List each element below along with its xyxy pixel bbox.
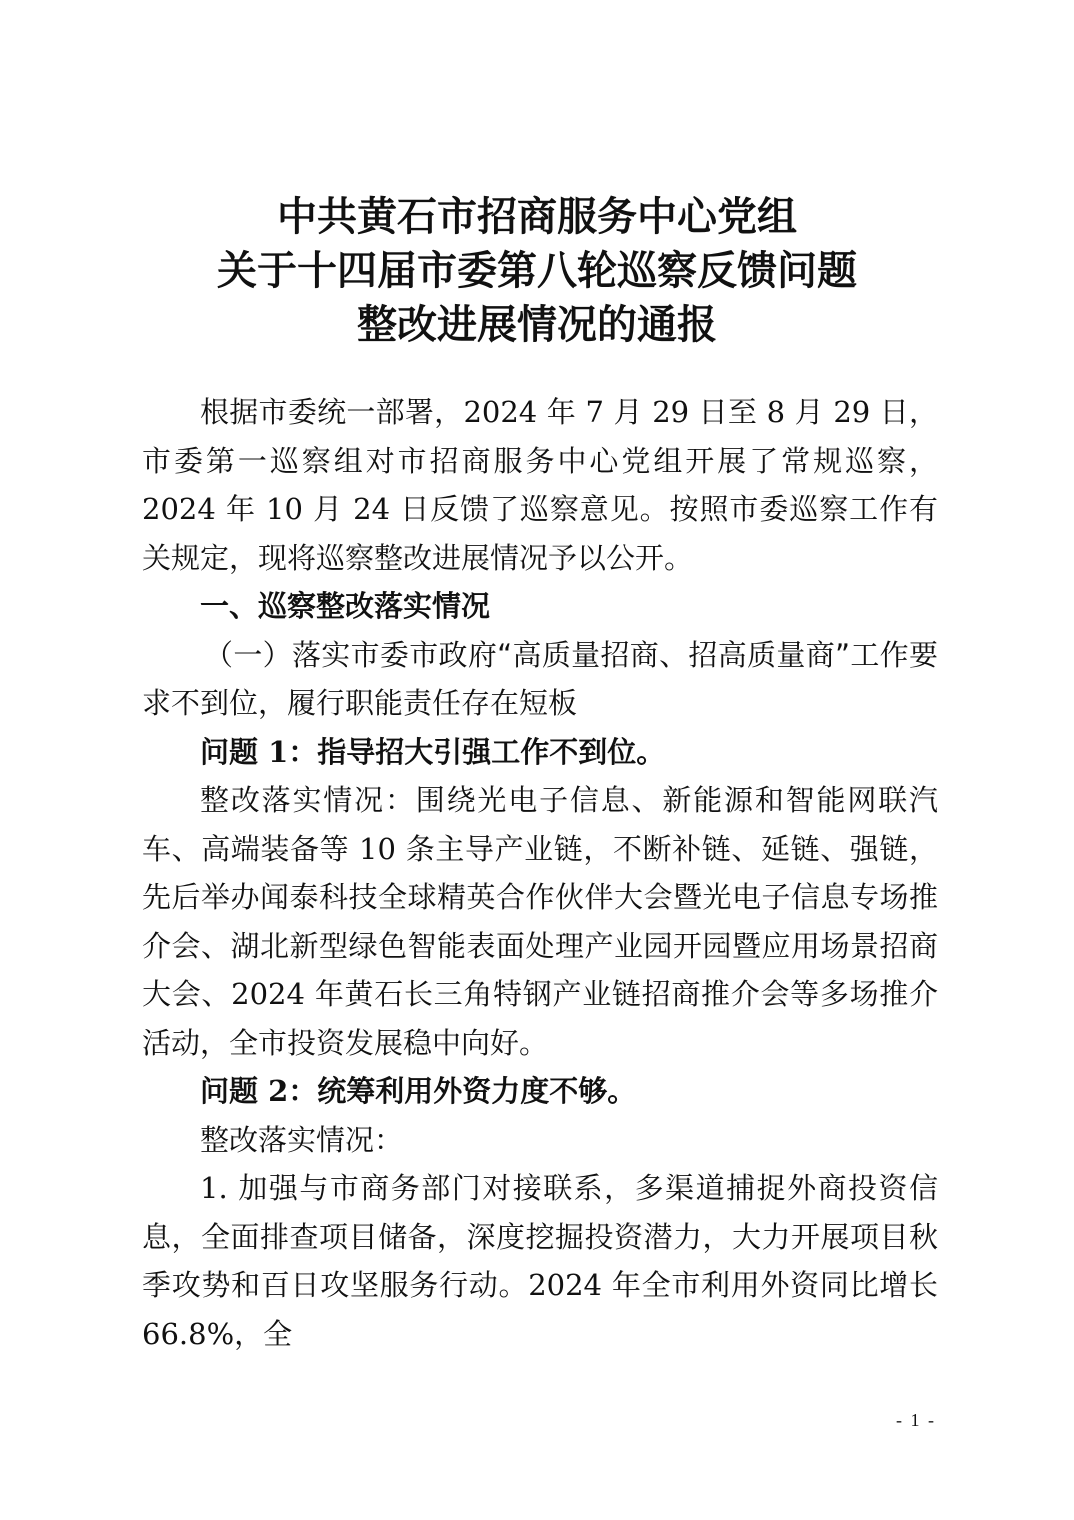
- problem-2-heading: 问题 2：统筹利用外资力度不够。: [200, 1074, 637, 1108]
- title-line-1: 中共黄石市招商服务中心党组: [277, 193, 797, 240]
- title-line-3: 整改进展情况的通报: [357, 301, 717, 348]
- subsection-heading: （一）落实市委市政府“高质量招商、招高质量商”工作要求不到位，履行职能责任存在短板: [142, 637, 938, 720]
- problem-1-heading: 问题 1：指导招大引强工作不到位。: [200, 734, 666, 769]
- document-body: [142, 388, 938, 1358]
- title-line-2: 关于十四届市委第八轮巡察反馈问题: [217, 247, 857, 294]
- section-heading: 一、巡察整改落实情况: [200, 589, 491, 623]
- problem-2-action-label: 整改落实情况：: [200, 1122, 404, 1157]
- problem-1-action: 整改落实情况：围绕光电子信息、新能源和智能网联汽车、高端装备等 10 条主导产业链，不断补链、延链、强链，先后举办闻泰科技全球精英合作伙伴大会暨光电子信息专场推介会、湖北新型绿色智能表面处理产业园开园暨应用场景招商大会、2024 年黄石长三角特钢产业链招商推介会等多场推介活动，全市投资发展稳中向好。: [142, 783, 938, 1060]
- page-number: - 1 -: [896, 1410, 936, 1430]
- problem-2-item-1: 1. 加强与市商务部门对接联系，多渠道捕捉外商投资信息，全面排查项目储备，深度挖掘投资潜力，大力开展项目秋季攻势和百日攻坚服务行动。2024 年全市利用外资同比增长 66.8%，全: [142, 1171, 938, 1351]
- document-title: [0, 190, 1074, 352]
- intro-paragraph: 根据市委统一部署，2024 年 7 月 29 日至 8 月 29 日，市委第一巡察组对市招商服务中心党组开展了常规巡察，2024 年 10 月 24 日反馈了巡察意见。按照市委巡察工作有关规定，现将巡察整改进展情况予以公开。: [142, 395, 938, 575]
